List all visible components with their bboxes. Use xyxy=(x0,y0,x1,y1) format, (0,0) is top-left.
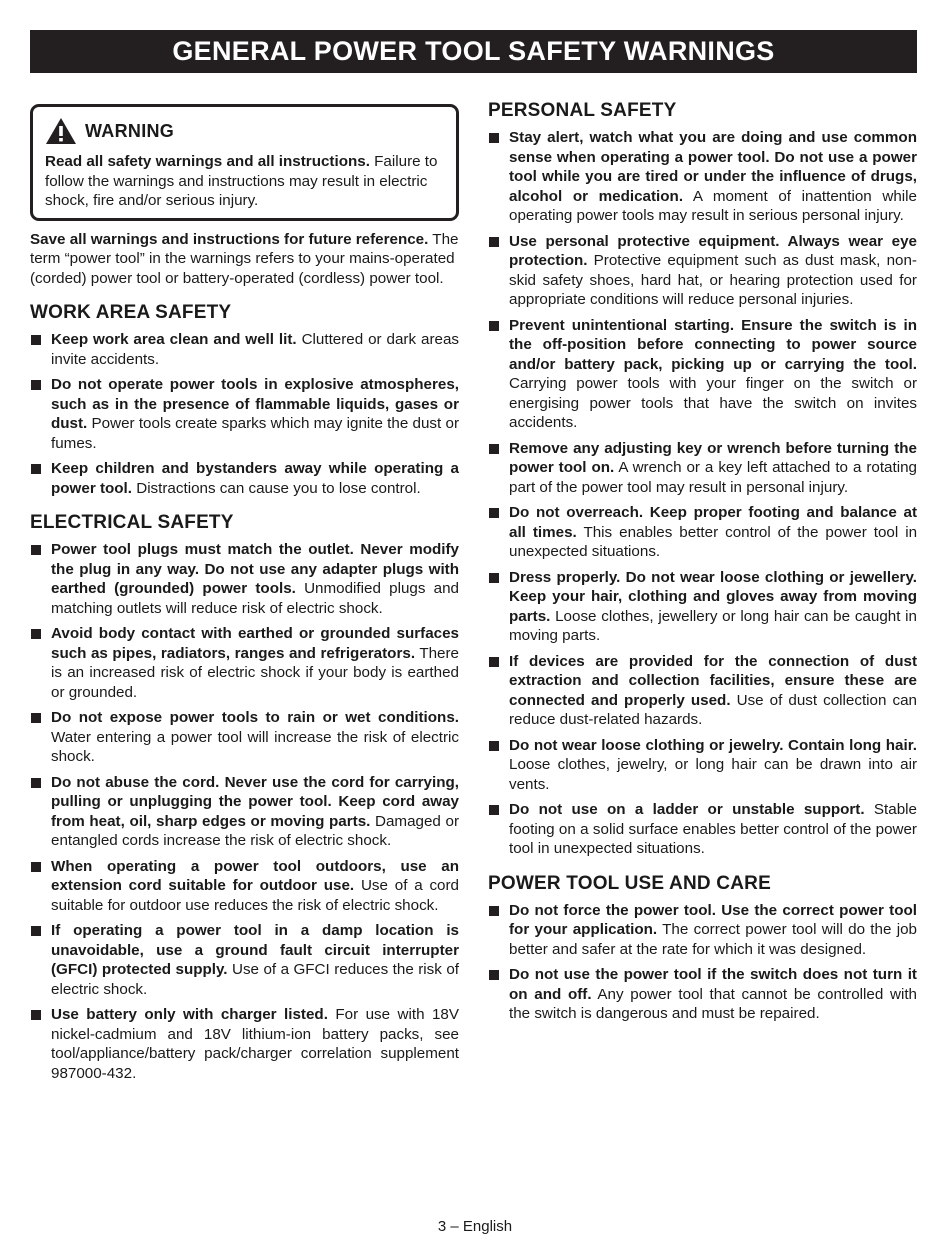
warning-bold: Read all safety warnings and all instructions. xyxy=(45,153,370,170)
item-text: Use of a GFCI reduces the risk of electric shock. xyxy=(51,961,459,998)
bullet-square-icon xyxy=(489,133,499,143)
warning-box xyxy=(30,104,459,221)
section-heading-personal: PERSONAL SAFETY xyxy=(488,100,677,121)
left-column xyxy=(30,98,459,1089)
intro-text: The term “power tool” in the warnings refers to your mains-operated (corded) power tool or battery-operated (cordless) power tool. xyxy=(30,230,459,287)
item-text: Cluttered or dark areas invite accidents. xyxy=(51,331,460,368)
bullet-square-icon xyxy=(489,573,499,583)
list-item xyxy=(488,965,917,1024)
bullet-square-icon xyxy=(31,862,41,872)
item-bold: Use battery only with charger listed. xyxy=(51,1006,328,1023)
item-text: For use with 18V nickel-cadmium and 18V lithium-ion battery packs, see tool/appliance/battery pack/charger correlation supplement 987000-432. xyxy=(51,1006,459,1082)
list-item xyxy=(30,773,459,851)
bullet-square-icon xyxy=(489,508,499,518)
list-item xyxy=(30,330,459,369)
item-text: This enables better control of the power tool in unexpected situations. xyxy=(509,523,918,560)
bullet-square-icon xyxy=(31,629,41,639)
list-item xyxy=(30,540,459,618)
list-item xyxy=(488,736,917,795)
list-item xyxy=(488,439,917,498)
bullet-square-icon xyxy=(489,237,499,247)
item-text: A moment of inattention while operating power tools may result in serious personal injury. xyxy=(509,187,918,224)
list-item xyxy=(30,1005,459,1083)
list-item xyxy=(488,652,917,730)
list-item xyxy=(30,921,459,999)
item-bold: Power tool plugs must match the outlet. Never modify the plug in any way. Do not use any adapter plugs with earthed (grounded) power tools. xyxy=(51,541,459,597)
item-bold: Do not use the power tool if the switch does not turn it on and off. xyxy=(509,966,917,1003)
item-text: Use of dust collection can reduce dust-related hazards. xyxy=(509,691,917,728)
list-item xyxy=(488,800,917,859)
bullet-square-icon xyxy=(489,741,499,751)
bullet-square-icon xyxy=(31,380,41,390)
list-item xyxy=(30,375,459,453)
item-bold: Do not operate power tools in explosive atmospheres, such as in the presence of flammable liquids, gases or dust. xyxy=(51,376,459,432)
page-banner: GENERAL POWER TOOL SAFETY WARNINGS xyxy=(30,30,917,73)
item-text: Loose clothes, jewellery or long hair can be caught in moving parts. xyxy=(509,607,917,644)
section-heading-tool-use: POWER TOOL USE AND CARE xyxy=(488,872,771,894)
item-bold: Keep work area clean and well lit. xyxy=(51,331,297,348)
item-bold: Do not force the power tool. Use the correct power tool for your application. xyxy=(509,901,917,938)
list-item xyxy=(30,857,459,916)
item-bold: Dress properly. Do not wear loose clothing or jewellery. Keep your hair, clothing and gloves away from moving parts. xyxy=(509,568,917,625)
item-text: Unmodified plugs and matching outlets will reduce risk of electric shock. xyxy=(51,580,459,617)
item-text: Power tools create sparks which may ignite the dust or fumes. xyxy=(51,415,459,452)
list-item xyxy=(488,316,917,433)
item-bold: If devices are provided for the connection of dust extraction and collection facilities, ensure these are connected and properly used. xyxy=(509,652,917,709)
warning-header xyxy=(45,117,444,145)
bullet-square-icon xyxy=(31,335,41,345)
item-text: A wrench or a key left attached to a rotating part of the power tool may result in personal injury. xyxy=(509,459,917,496)
bullet-square-icon xyxy=(31,464,41,474)
item-text: Water entering a power tool will increase the risk of electric shock. xyxy=(51,728,459,765)
list-item xyxy=(30,708,459,767)
intro-bold: Save all warnings and instructions for future reference. xyxy=(30,230,429,248)
section-heading-electrical: ELECTRICAL SAFETY xyxy=(30,512,234,533)
item-bold: If operating a power tool in a damp location is unavoidable, use a ground fault circuit interrupter (GFCI) protected supply. xyxy=(51,922,459,978)
bullet-square-icon xyxy=(31,713,41,723)
item-bold: Do not use on a ladder or unstable support. xyxy=(509,801,865,818)
item-text: Loose clothes, jewelry, or long hair can be drawn into air vents. xyxy=(509,756,917,793)
list-item xyxy=(488,232,917,310)
item-bold: Do not wear loose clothing or jewelry. Contain long hair. xyxy=(509,736,917,754)
right-column xyxy=(488,98,917,1030)
list-item xyxy=(30,624,459,702)
item-text: Any power tool that cannot be controlled with the switch is dangerous and must be repaired. xyxy=(509,985,917,1022)
item-bold: Do not expose power tools to rain or wet conditions. xyxy=(51,709,459,726)
bullet-square-icon xyxy=(31,778,41,788)
personal-list xyxy=(488,128,917,859)
item-text: Carrying power tools with your finger on the switch or energising power tools that have the switch on invites accidents. xyxy=(509,375,917,431)
item-bold: Keep children and bystanders away while operating a power tool. xyxy=(51,460,459,497)
item-bold: Do not abuse the cord. Never use the cord for carrying, pulling or unplugging the power tool. Keep cord away from heat, oil, sharp edges or moving parts. xyxy=(51,773,459,830)
item-text: Use of a cord suitable for outdoor use reduces the risk of electric shock. xyxy=(51,877,459,914)
item-text: The correct power tool will do the job better and safer at the rate for which it was designed. xyxy=(509,921,917,958)
intro-paragraph xyxy=(30,230,459,289)
warning-triangle-icon xyxy=(45,117,77,145)
bullet-square-icon xyxy=(31,926,41,936)
item-bold: Do not overreach. Keep proper footing and balance at all times. xyxy=(509,504,917,541)
list-item xyxy=(488,901,917,960)
bullet-square-icon xyxy=(489,970,499,980)
item-text: Stable footing on a solid surface enables better control of the power tool in unexpected situations. xyxy=(509,801,917,857)
electrical-list xyxy=(30,540,459,1083)
warning-body: Failure to follow the warnings and instructions may result in electric shock, fire and/or serious injury. xyxy=(45,153,438,209)
item-text: Protective equipment such as dust mask, non-skid safety shoes, hard hat, or hearing protection used for appropriate conditions will reduce personal injuries. xyxy=(509,252,917,308)
item-bold: Prevent unintentional starting. Ensure the switch is in the off-position before connecting to power source and/or battery pack, picking up or carrying the tool. xyxy=(509,316,917,373)
item-text: There is an increased risk of electric shock if your body is earthed or grounded. xyxy=(51,644,459,701)
item-bold: Remove any adjusting key or wrench before turning the power tool on. xyxy=(509,439,917,476)
item-bold: Use personal protective equipment. Always wear eye protection. xyxy=(509,232,917,269)
bullet-square-icon xyxy=(489,321,499,331)
section-heading-work-area: WORK AREA SAFETY xyxy=(30,302,232,323)
item-bold: Avoid body contact with earthed or grounded surfaces such as pipes, radiators, ranges and refrigerators. xyxy=(51,625,459,662)
list-item xyxy=(488,503,917,562)
list-item xyxy=(488,128,917,226)
list-item xyxy=(30,459,459,498)
bullet-square-icon xyxy=(489,444,499,454)
page-footer: 3 – English xyxy=(437,1218,513,1235)
bullet-square-icon xyxy=(489,657,499,667)
bullet-square-icon xyxy=(489,906,499,916)
item-text: Damaged or entangled cords increase the risk of electric shock. xyxy=(51,812,460,849)
bullet-square-icon xyxy=(31,1010,41,1020)
tool-use-list xyxy=(488,901,917,1024)
list-item xyxy=(488,568,917,646)
work-area-list xyxy=(30,330,459,498)
item-text: Distractions can cause you to lose control. xyxy=(132,479,421,497)
item-bold: Stay alert, watch what you are doing and use common sense when operating a power tool. Do not use a power tool while you are tired or under the influence of drugs, alcohol or medication. xyxy=(509,129,917,205)
item-bold: When operating a power tool outdoors, use an extension cord suitable for outdoor use. xyxy=(51,857,459,894)
bullet-square-icon xyxy=(31,545,41,555)
warning-text xyxy=(45,152,444,211)
warning-title: WARNING xyxy=(85,120,175,141)
bullet-square-icon xyxy=(489,805,499,815)
